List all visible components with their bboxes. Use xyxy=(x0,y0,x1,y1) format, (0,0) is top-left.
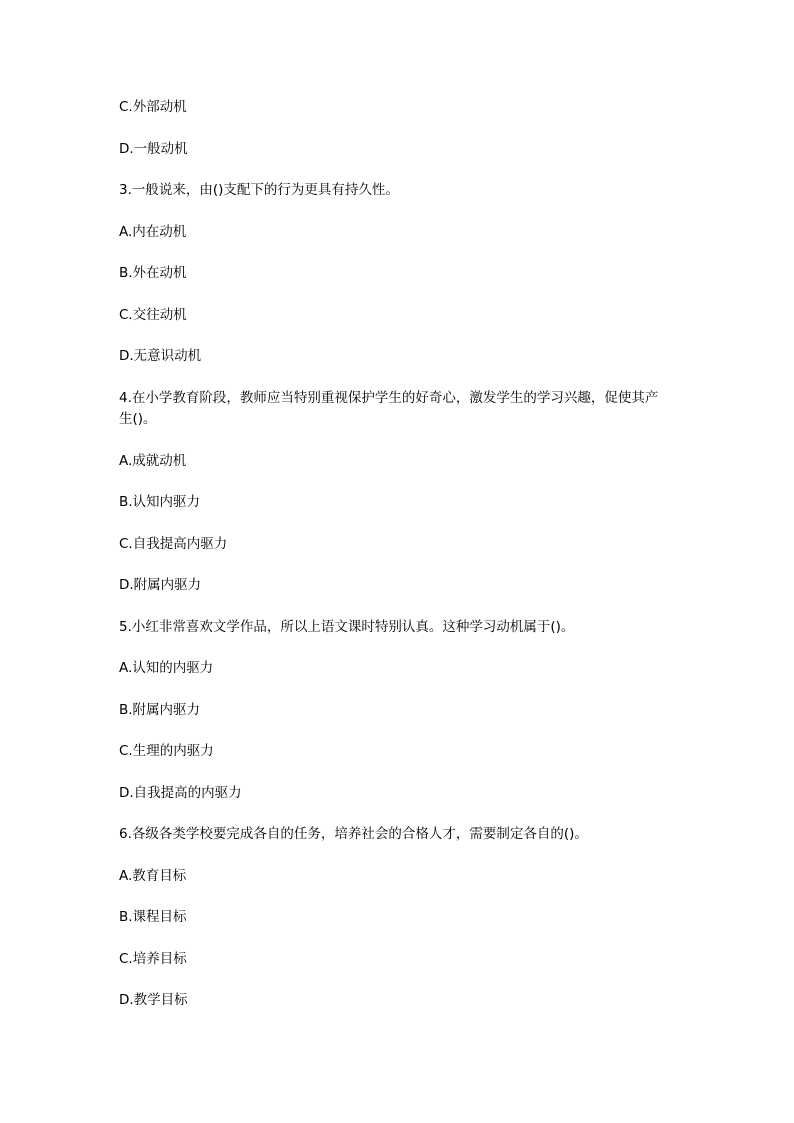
option-line: B.附属内驱力 xyxy=(119,702,201,718)
question-line: 4.在小学教育阶段，教师应当特别重视保护学生的好奇心，激发学生的学习兴趣，促使其产生()。 xyxy=(119,390,659,427)
option-line: B.认知内驱力 xyxy=(119,494,201,510)
question-line: 6.各级各类学校要完成各自的任务，培养社会的合格人才，需要制定各自的()。 xyxy=(119,826,588,842)
option-line: B.外在动机 xyxy=(119,265,187,281)
option-line: A.认知的内驱力 xyxy=(119,660,214,676)
option-line: D.一般动机 xyxy=(119,141,188,157)
option-line: D.附属内驱力 xyxy=(119,577,202,593)
option-line: A.成就动机 xyxy=(119,453,187,469)
option-line: A.内在动机 xyxy=(119,224,187,240)
option-line: C.外部动机 xyxy=(119,99,187,115)
question-line: 5.小红非常喜欢文学作品，所以上语文课时特别认真。这种学习动机属于()。 xyxy=(119,619,575,635)
option-line: C.自我提高内驱力 xyxy=(119,536,228,552)
option-line: D.自我提高的内驱力 xyxy=(119,785,242,801)
option-line: A.教育目标 xyxy=(119,868,187,884)
question-line: 3.一般说来，由()支配下的行为更具有持久性。 xyxy=(119,182,399,198)
option-line: C.交往动机 xyxy=(119,307,187,323)
option-line: D.无意识动机 xyxy=(119,348,202,364)
option-line: D.教学目标 xyxy=(119,992,188,1008)
option-line: C.培养目标 xyxy=(119,951,187,967)
option-line: C.生理的内驱力 xyxy=(119,743,214,759)
option-line: B.课程目标 xyxy=(119,909,187,925)
